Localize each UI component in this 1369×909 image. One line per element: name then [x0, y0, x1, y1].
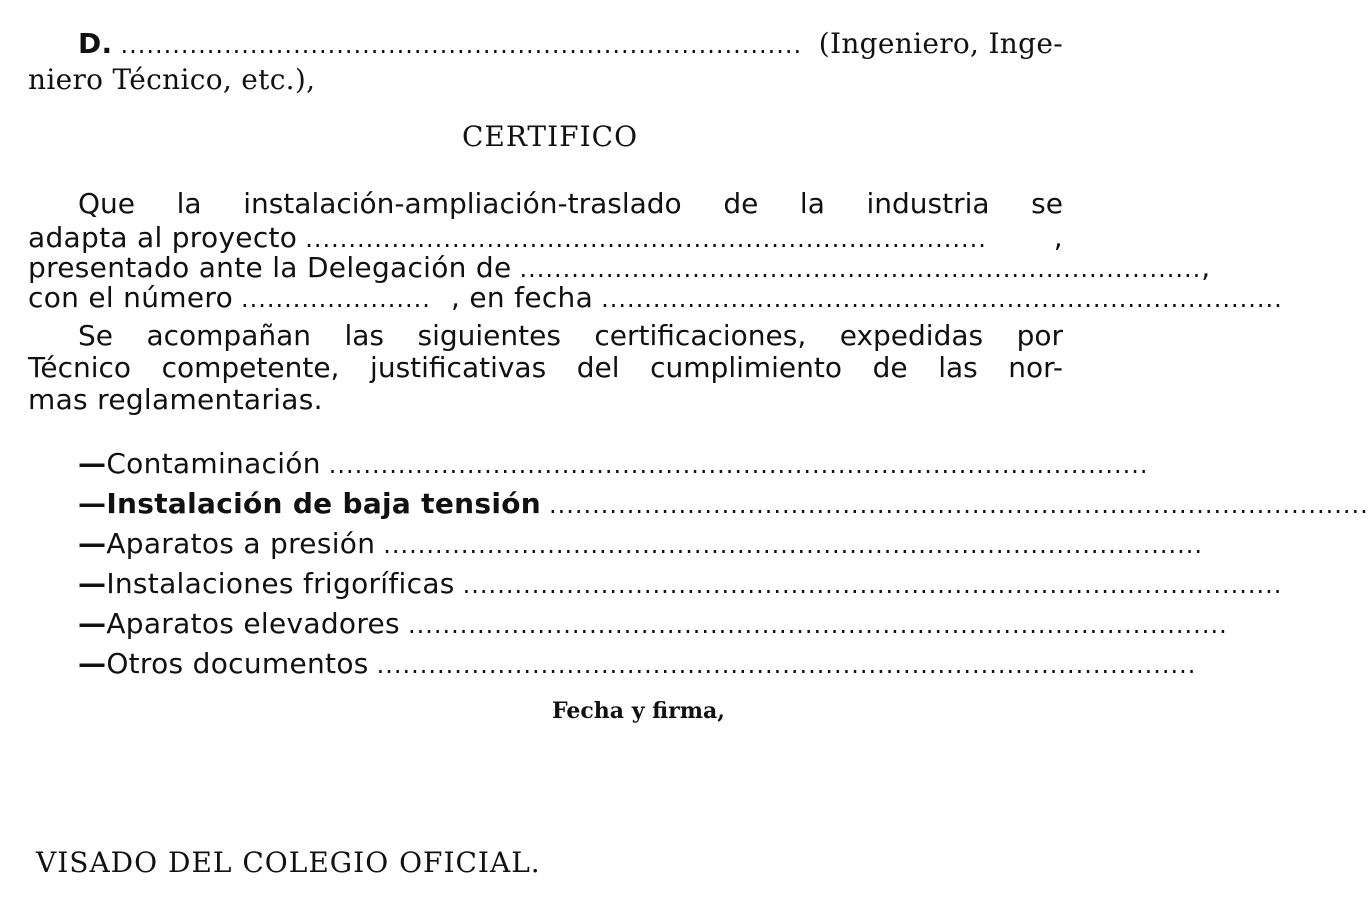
p1-line-3-end: ,	[1201, 251, 1211, 284]
p2-line-3: mas reglamentarias.	[28, 383, 323, 416]
p1-line-4-label: con el número	[28, 281, 233, 314]
list-item	[78, 567, 1283, 601]
d-line-2-text: niero Técnico, etc.),	[28, 63, 316, 96]
p1-line-4	[28, 281, 1283, 315]
signature-label: Fecha y firma,	[552, 698, 725, 724]
p1-line-3-dots: ...............................................................................	[519, 255, 1202, 283]
p1-line-1: Que la instalación-ampliación-traslado de la industria se	[78, 187, 1063, 220]
list-item-dots: ...............................................................................................	[328, 451, 1149, 479]
d-suffix: (Ingeniero, Inge-	[818, 27, 1063, 60]
list-item-label: Instalaciones frigoríficas	[106, 567, 455, 600]
p1-line-2-end: ,	[1053, 221, 1063, 254]
list-item	[78, 607, 1228, 641]
list-item	[78, 647, 1197, 681]
p1-line-4-dots-1: ......................	[241, 285, 431, 313]
list-item	[78, 447, 1149, 481]
list-item	[78, 527, 1204, 561]
list-dash: —	[78, 487, 107, 520]
list-item-dots: ...............................................................................................	[376, 651, 1197, 679]
list-item-label: Aparatos elevadores	[106, 607, 400, 640]
p2-line-2: Técnico competente, justificativas del cumplimiento de las nor-	[28, 351, 1063, 384]
list-item-dots: ...............................................................................................	[407, 611, 1228, 639]
p1-line-3-label: presentado ante la Delegación de	[28, 251, 512, 284]
page-title: CERTIFICO	[461, 120, 639, 153]
list-dash: —	[78, 607, 107, 640]
list-dash: —	[78, 447, 107, 480]
list-item-dots: ...............................................................................................	[383, 531, 1204, 559]
p2-line-1: Se acompañan las siguientes certificaciones, expedidas por	[78, 319, 1063, 352]
list-item-label: Contaminación	[106, 447, 321, 480]
p1-line-2-dots: ...............................................................................	[305, 225, 987, 253]
p1-line-2-label: adapta al proyecto	[28, 221, 298, 254]
list-item-dots: ...............................................................................................	[549, 491, 1369, 519]
p1-line-4-mid: , en fecha	[451, 281, 594, 314]
header-line-1	[78, 28, 1063, 61]
header-line-2	[28, 64, 315, 96]
d-dots: ...............................................................................	[120, 31, 803, 59]
list-dash: —	[78, 647, 107, 680]
list-item	[78, 487, 1369, 521]
list-item-dots: ...............................................................................................	[462, 571, 1283, 599]
list-item-label: Instalación de baja tensión	[106, 487, 542, 520]
p1-line-4-dots-2: ...............................................................................	[601, 285, 1283, 313]
list-item-label: Otros documentos	[106, 647, 369, 680]
list-item-label: Aparatos a presión	[106, 527, 376, 560]
visado-text: VISADO DEL COLEGIO OFICIAL.	[36, 846, 541, 879]
list-dash: —	[78, 567, 107, 600]
d-prefix: D.	[78, 27, 113, 60]
list-dash: —	[78, 527, 107, 560]
